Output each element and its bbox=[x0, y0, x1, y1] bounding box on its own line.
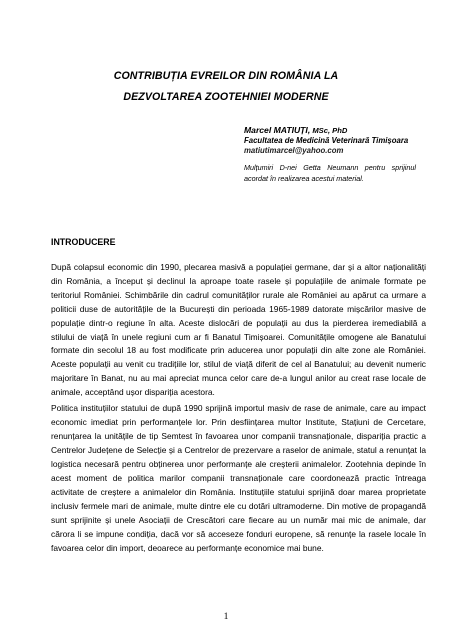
paper-title-line-2: DEZVOLTAREA ZOOTEHNIEI MODERNE bbox=[123, 91, 329, 103]
section-heading: INTRODUCERE bbox=[51, 237, 116, 247]
author-name: Marcel MATIUȚI, bbox=[244, 125, 311, 135]
paragraph-2: Politica instituțiilor statului de după 1990 sprijină importul masiv de rase de animale, care au impact economic imediat prin performanțele lor. Prin desființarea multor Institute, Stațiuni de Cercetare, renunțarea la unitățile de tip Semtest în favoarea unor companii transnaționale, dispariția practic a Centrelor Județene de Selecție și a Centrelor de prezervare a raselor de animale, statul a renunțat la logistica necesară pentru obținerea unor performanțe ale creșterii animalelor. Zootehnia depinde în acest moment de politica marilor companii transnaționale care coordonează practic întreaga activitate de creștere a animalelor din România. Instituțiile statului sprijină doar marea proprietate inclusiv fermele mari de animale, multe dintre ele cu dotări ultramoderne. Din motive de propagandă sunt sprijinite și unele Asociații de Crescători care fiecare au un număr mai mic de animale, dar cărora li se impune condiția, dacă vor să acceseze fonduri europene, să renunțe la rasele locale în favoarea celor din import, deoarece au performanțe economice mai bune. bbox=[51, 403, 426, 553]
page-number: 1 bbox=[223, 611, 229, 622]
author-affiliation: Facultatea de Medicină Veterinară Timișoara bbox=[244, 136, 409, 145]
author-line bbox=[244, 125, 434, 135]
author-degree: MSc, PhD bbox=[310, 126, 348, 135]
paragraph-1: După colapsul economic din 1990, plecarea masivă a populației germane, dar și a altor naționalități din România, a început și declinul la aproape toate rasele și populațiile de animale formate pe teritoriul României. Schimbările din cadrul comunităților rurale ale României au apărut ca urmare a politicii duse de autoritățile de la București din perioada 1965-1989 datorate mișcărilor masive de populație dintr-o regiune în alta. Aceste dislocări de populații au dus la pierderea iremediabilă a stilului de viață în unele regiuni cum ar fi Banatul Timișoarei. Comunitățile omogene ale Banatului formate din secolul 18 au fost modificate prin aducerea unor populații din alte zone ale României. Aceste populații au venit cu tradițiile lor, stilul de viață diferit de cel al Banatului; au devenit numeric majoritare în Banat, nu au mai apreciat munca celor care de-a lungul anilor au creat rase locale de animale, acceptând ușor dispariția acestora. bbox=[51, 262, 426, 398]
paper-title-line-1: CONTRIBUȚIA EVREILOR DIN ROMÂNIA LA bbox=[113, 70, 339, 82]
acknowledgement-note: Mulțumiri D-nei Getta Neumann pentru sprijinul acordat în realizarea acestui material. bbox=[244, 163, 416, 183]
body-text bbox=[51, 261, 426, 558]
author-email[interactable]: matiutimarcel@yahoo.com bbox=[244, 146, 344, 155]
